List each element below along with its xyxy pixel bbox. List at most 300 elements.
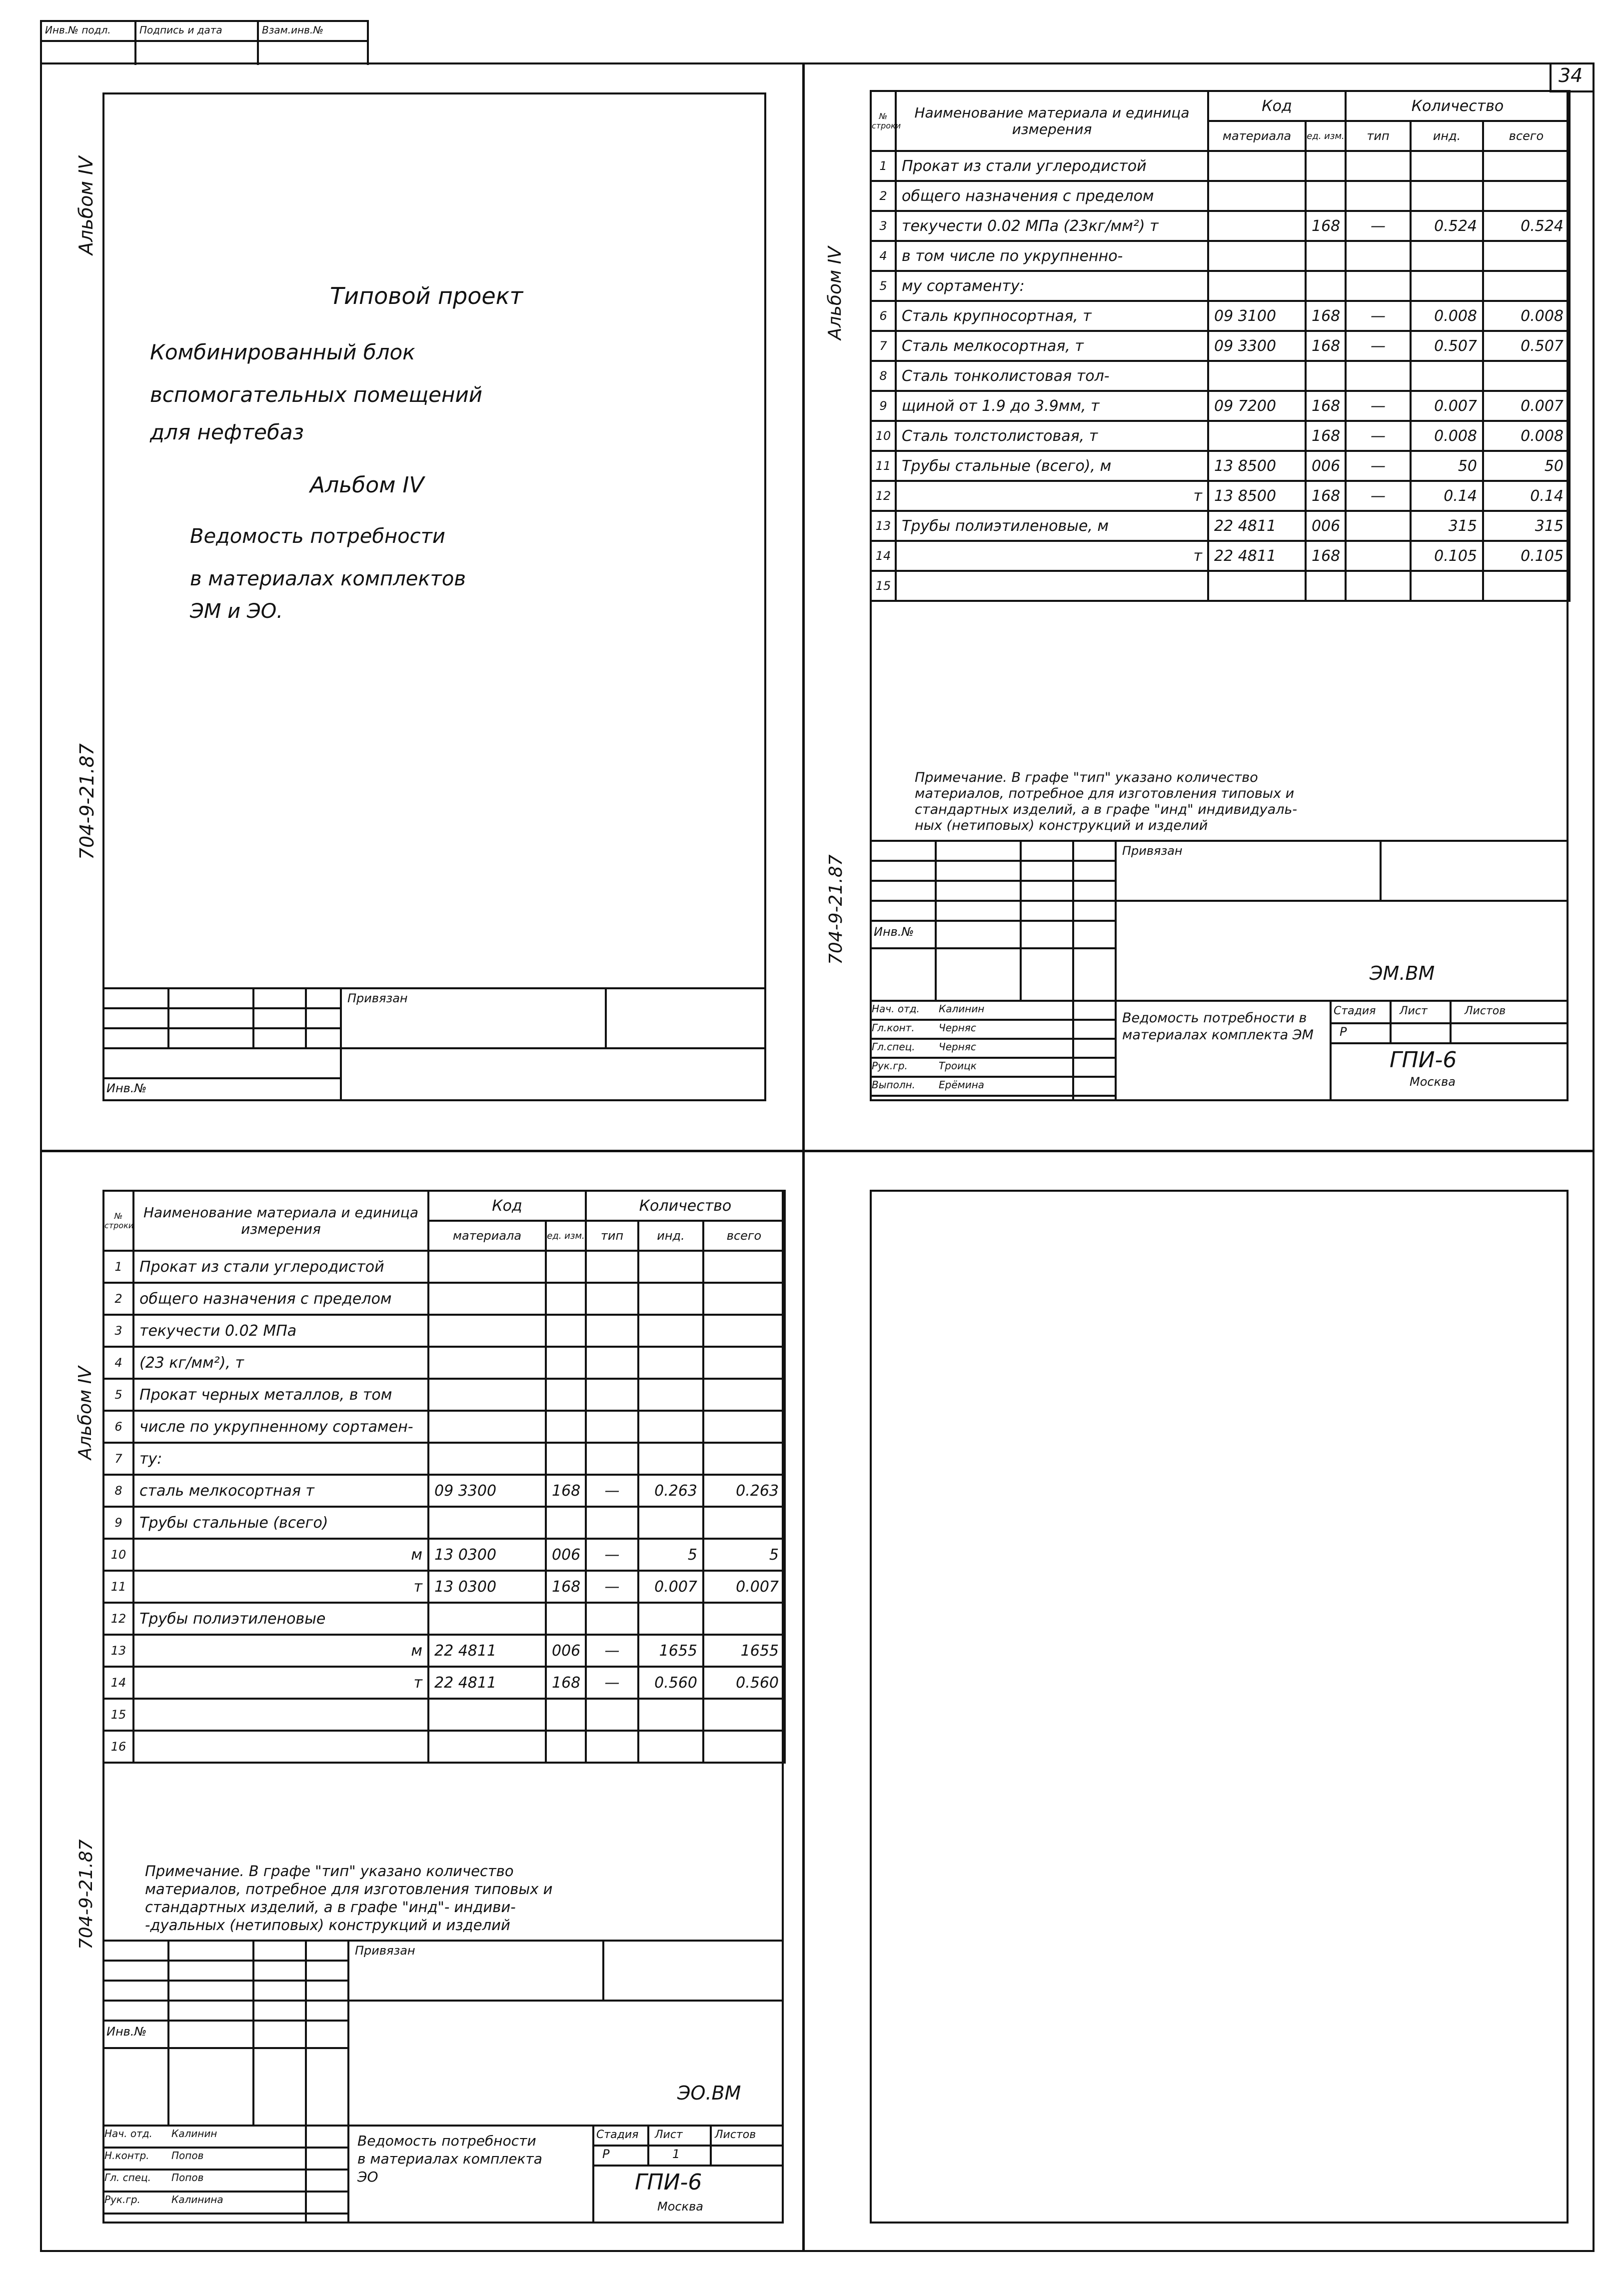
eo-note-line-3: стандартных изделий, а в графе "инд"- индиви- [145,1899,516,1916]
em-table-row [871,571,1570,601]
em-cell-name: т [896,481,1208,511]
em-cell-name: Сталь мелкосортная, т [896,331,1208,361]
eo-cell-unit [546,1411,586,1443]
eo-note [145,1862,552,1934]
em-table [870,90,1571,602]
eo-cell-unit [546,1443,586,1475]
vertical-divider [802,62,805,2252]
eo-note-line-4: -дуальных (нетиповых) конструкций и изделий [145,1917,510,1934]
em-cell-name [896,571,1208,601]
eo-person-row [102,2193,347,2215]
eo-cell-all [703,1347,785,1379]
eo-cell-tip [586,1251,638,1283]
eo-table-row [103,1443,785,1475]
eo-cell-tip [586,1699,638,1731]
em-cell-n: 6 [871,301,896,331]
em-header-code: Код [1208,91,1346,121]
em-people [870,1002,1115,1097]
em-cell-ind: 0.524 [1411,211,1483,241]
eo-cell-name: сталь мелкосортная т [133,1475,428,1507]
em-cell-ind: 50 [1411,451,1483,481]
eo-header-name: Наименование материала и единица измерения [133,1191,428,1251]
em-doc-code: ЭМ.ВМ [1370,962,1435,984]
eo-person-row [102,2127,347,2149]
eo-cell-mat [428,1507,546,1539]
em-person-role: Нач. отд. [872,1003,920,1015]
em-cell-all: 0.008 [1483,421,1570,451]
em-cell-tip: — [1346,481,1411,511]
cover-privyazan: Привязан [347,991,408,1005]
em-privyazan: Привязан [1122,844,1183,858]
em-cell-mat: 09 3100 [1208,301,1306,331]
eo-privyazan: Привязан [355,1944,415,1958]
eo-cell-unit [546,1315,586,1347]
em-person-role: Гл.конт. [872,1022,915,1034]
eo-cell-tip [586,1315,638,1347]
eo-stage: Р [602,2147,610,2161]
em-cell-unit [1306,271,1346,301]
eo-cell-unit [546,1347,586,1379]
eo-cell-tip [586,1379,638,1411]
eo-cell-ind [638,1251,703,1283]
em-cell-n: 4 [871,241,896,271]
em-cell-mat [1208,421,1306,451]
eo-sheet-label: Лист [655,2129,683,2141]
em-cell-unit [1306,571,1346,601]
em-header-code-unit: ед. изм. [1306,121,1346,151]
eo-cell-n: 14 [103,1667,133,1699]
eo-cell-unit [546,1283,586,1315]
eo-table-row [103,1635,785,1667]
eo-cell-name: Трубы полиэтиленовые [133,1603,428,1635]
eo-side-code: 704-9-21.87 [76,1839,96,1950]
eo-cell-n: 5 [103,1379,133,1411]
eo-cell-all: 5 [703,1539,785,1571]
em-cell-ind: 0.507 [1411,331,1483,361]
em-cell-all: 0.105 [1483,541,1570,571]
eo-cell-tip [586,1443,638,1475]
eo-cell-all [703,1507,785,1539]
eo-cell-n: 13 [103,1635,133,1667]
eo-cell-n: 4 [103,1347,133,1379]
em-cell-n: 7 [871,331,896,361]
em-cell-unit [1306,241,1346,271]
em-cell-all: 0.008 [1483,301,1570,331]
em-table-row [871,451,1570,481]
eo-cell-all [703,1251,785,1283]
cover-title-line-8: ЭМ и ЭО. [190,600,283,623]
eo-doc-title: Ведомость потребности в материалах комплекта ЭО [357,2133,542,2185]
em-person-row [870,1078,1115,1097]
eo-cell-mat [428,1699,546,1731]
eo-cell-n: 11 [103,1571,133,1603]
em-cell-ind: 0.008 [1411,421,1483,451]
em-cell-mat: 13 8500 [1208,481,1306,511]
cover-inv-no: Инв.№ [106,1081,147,1095]
cover-title-line-1: Типовой проект [330,282,523,309]
eo-cell-tip [586,1347,638,1379]
eo-cell-mat [428,1443,546,1475]
em-person-name: Черняс [939,1041,976,1053]
outer-top-border [40,62,1595,64]
top-strip-cell-2: Подпись и дата [139,24,222,36]
em-table-row [871,151,1570,181]
em-table-row [871,181,1570,211]
empty-frame [870,1190,1569,2224]
eo-header-code-mat: материала [428,1221,546,1251]
eo-cell-ind: 0.007 [638,1571,703,1603]
em-header-qty-tip: тип [1346,121,1411,151]
em-cell-name: щиной от 1.9 до 3.9мм, т [896,391,1208,421]
eo-person-role: Нач. отд. [104,2128,152,2140]
eo-cell-n: 3 [103,1315,133,1347]
eo-cell-ind [638,1379,703,1411]
eo-cell-mat [428,1731,546,1763]
em-cell-all: 0.524 [1483,211,1570,241]
em-cell-mat: 09 3300 [1208,331,1306,361]
em-table-row [871,271,1570,301]
em-person-name: Ерёмина [939,1079,985,1091]
em-doc-title: Ведомость потребности в материалах комплекта ЭМ [1122,1010,1314,1043]
eo-cell-n: 15 [103,1699,133,1731]
eo-sheets-label: Листов [715,2129,756,2141]
eo-cell-name: Трубы стальные (всего) [133,1507,428,1539]
em-cell-name: Трубы полиэтиленовые, м [896,511,1208,541]
em-cell-tip [1346,511,1411,541]
em-cell-mat [1208,571,1306,601]
em-cell-name: му сортаменту: [896,271,1208,301]
em-cell-ind [1411,571,1483,601]
eo-cell-all: 0.263 [703,1475,785,1507]
eo-cell-all: 0.560 [703,1667,785,1699]
em-person-row [870,1059,1115,1078]
em-table-row [871,481,1570,511]
eo-person-name: Попов [171,2172,204,2184]
em-cell-unit: 006 [1306,451,1346,481]
em-cell-tip [1346,241,1411,271]
em-table-row [871,211,1570,241]
eo-cell-name: Прокат из стали углеродистой [133,1251,428,1283]
em-cell-unit: 168 [1306,481,1346,511]
eo-cell-mat: 13 0300 [428,1571,546,1603]
eo-table-row [103,1411,785,1443]
eo-table-row [103,1251,785,1283]
em-person-name: Троицк [939,1060,977,1072]
eo-person-role: Н.контр. [104,2150,149,2162]
eo-cell-name: т [133,1667,428,1699]
em-person-role: Гл.спец. [872,1041,915,1053]
eo-cell-mat [428,1411,546,1443]
eo-cell-name: м [133,1635,428,1667]
eo-cell-mat: 13 0300 [428,1539,546,1571]
eo-note-line-2: материалов, потребное для изготовления типовых и [145,1881,553,1898]
em-cell-tip: — [1346,421,1411,451]
em-note-line-1: Примечание. В графе "тип" указано количество [915,770,1258,785]
em-cell-unit: 168 [1306,421,1346,451]
em-cell-n: 5 [871,271,896,301]
eo-cell-ind: 0.263 [638,1475,703,1507]
em-cell-n: 8 [871,361,896,391]
eo-cell-all [703,1443,785,1475]
eo-cell-mat: 22 4811 [428,1635,546,1667]
em-cell-unit: 168 [1306,541,1346,571]
em-cell-tip: — [1346,331,1411,361]
eo-cell-n: 1 [103,1251,133,1283]
em-cell-tip [1346,361,1411,391]
eo-cell-tip: — [586,1571,638,1603]
eo-cell-unit: 168 [546,1667,586,1699]
em-cell-ind [1411,151,1483,181]
em-cell-n: 15 [871,571,896,601]
em-cell-mat: 09 7200 [1208,391,1306,421]
sheet-number-box [1550,62,1595,92]
eo-header-qty-tip: тип [586,1221,638,1251]
eo-cell-ind [638,1347,703,1379]
eo-cell-mat [428,1379,546,1411]
cover-title-line-5: Альбом IV [310,472,424,498]
eo-cell-mat [428,1315,546,1347]
em-cell-n: 11 [871,451,896,481]
eo-table-row [103,1475,785,1507]
em-cell-name: Сталь крупносортная, т [896,301,1208,331]
eo-doc-code: ЭО.ВМ [677,2082,741,2104]
em-cell-n: 14 [871,541,896,571]
eo-cell-ind: 1655 [638,1635,703,1667]
eo-cell-name: (23 кг/мм²), т [133,1347,428,1379]
em-cell-name: т [896,541,1208,571]
em-cell-unit: 006 [1306,511,1346,541]
outer-left-border [40,62,42,2252]
eo-cell-tip: — [586,1475,638,1507]
cover-side-album: Альбом IV [75,156,97,255]
em-cell-unit: 168 [1306,211,1346,241]
em-cell-tip [1346,271,1411,301]
em-note [915,770,1297,834]
em-sheets-label: Листов [1465,1005,1506,1017]
eo-cell-name: текучести 0.02 МПа [133,1315,428,1347]
top-strip-cell-1: Инв.№ подл. [45,24,111,36]
eo-cell-name: ту: [133,1443,428,1475]
eo-cell-unit: 006 [546,1635,586,1667]
eo-header-qty-ind: инд. [638,1221,703,1251]
em-person-name: Черняс [939,1022,976,1034]
em-note-line-4: ных (нетиповых) конструкций и изделий [915,818,1208,833]
em-stamp [870,840,1567,1099]
eo-cell-n: 6 [103,1411,133,1443]
eo-cell-name: общего назначения с пределом [133,1283,428,1315]
em-cell-n: 13 [871,511,896,541]
eo-cell-unit [546,1603,586,1635]
em-sheet-label: Лист [1400,1005,1428,1017]
eo-cell-n: 10 [103,1539,133,1571]
em-person-role: Рук.гр. [872,1060,908,1072]
eo-cell-mat: 09 3300 [428,1475,546,1507]
eo-table-row [103,1283,785,1315]
eo-cell-n: 9 [103,1507,133,1539]
em-cell-ind: 315 [1411,511,1483,541]
eo-header-qty: Количество [586,1191,785,1221]
em-header-num: № строки [871,91,896,151]
eo-cell-name: числе по укрупненному сортамен- [133,1411,428,1443]
eo-person-row [102,2171,347,2193]
em-cell-n: 3 [871,211,896,241]
eo-table-row [103,1731,785,1763]
em-cell-ind: 0.105 [1411,541,1483,571]
eo-table [102,1190,786,1764]
eo-cell-tip [586,1507,638,1539]
eo-cell-tip [586,1603,638,1635]
eo-cell-n: 7 [103,1443,133,1475]
em-cell-all [1483,151,1570,181]
eo-cell-ind [638,1443,703,1475]
em-side-code: 704-9-21.87 [826,854,846,965]
sheet-number: 34 [1559,64,1583,86]
eo-person-role: Рук.гр. [104,2194,140,2206]
em-person-row [870,1040,1115,1059]
horizontal-divider [40,1150,1595,1152]
eo-person-name: Калинин [171,2128,217,2140]
em-side-album: Альбом IV [825,246,845,340]
cover-title-line-3: вспомогательных помещений [150,382,483,407]
outer-right-border [1593,62,1595,2252]
em-table-row [871,301,1570,331]
eo-cell-ind [638,1411,703,1443]
em-cell-mat [1208,361,1306,391]
em-table-row [871,241,1570,271]
em-stage-label: Стадия [1334,1005,1376,1017]
eo-city: Москва [657,2200,703,2214]
eo-cell-all: 1655 [703,1635,785,1667]
eo-person-name: Попов [171,2150,204,2162]
em-cell-all: 50 [1483,451,1570,481]
eo-header-code: Код [428,1191,586,1221]
eo-cell-n: 16 [103,1731,133,1763]
em-inv-no: Инв.№ [874,925,914,939]
em-cell-unit: 168 [1306,391,1346,421]
em-cell-tip: — [1346,211,1411,241]
eo-table-row [103,1347,785,1379]
em-table-row [871,331,1570,361]
eo-cell-all [703,1315,785,1347]
em-person-row [870,1021,1115,1040]
em-note-line-3: стандартных изделий, а в графе "инд" индивидуаль- [915,802,1298,817]
em-cell-all [1483,241,1570,271]
em-cell-tip [1346,151,1411,181]
eo-person-role: Гл. спец. [104,2172,151,2184]
eo-cell-tip: — [586,1539,638,1571]
eo-table-row [103,1699,785,1731]
eo-table-row [103,1571,785,1603]
em-table-row [871,391,1570,421]
eo-cell-all [703,1699,785,1731]
eo-cell-name: Прокат черных металлов, в том [133,1379,428,1411]
em-cell-name: текучести 0.02 МПа (23кг/мм²) т [896,211,1208,241]
em-cell-ind [1411,181,1483,211]
em-table-row [871,361,1570,391]
eo-cell-ind [638,1507,703,1539]
eo-org: ГПИ-6 [635,2170,702,2195]
em-cell-all [1483,361,1570,391]
em-org: ГПИ-6 [1390,1047,1457,1073]
em-cell-tip [1346,571,1411,601]
eo-cell-unit [546,1379,586,1411]
eo-cell-tip: — [586,1635,638,1667]
em-cell-n: 12 [871,481,896,511]
outer-bottom-border [40,2250,1595,2252]
em-cell-ind: 0.008 [1411,301,1483,331]
eo-note-line-1: Примечание. В графе "тип" указано количество [145,1863,514,1880]
eo-cell-ind [638,1315,703,1347]
em-cell-all: 0.007 [1483,391,1570,421]
eo-cell-unit [546,1507,586,1539]
eo-table-row [103,1507,785,1539]
em-cell-all: 0.507 [1483,331,1570,361]
eo-cell-name [133,1731,428,1763]
eo-cell-all [703,1731,785,1763]
eo-person-row [102,2149,347,2171]
em-table-row [871,421,1570,451]
em-cell-ind [1411,361,1483,391]
em-cell-tip: — [1346,391,1411,421]
em-cell-mat [1208,271,1306,301]
eo-table-row [103,1315,785,1347]
em-cell-ind: 0.14 [1411,481,1483,511]
eo-cell-ind [638,1283,703,1315]
eo-cell-ind [638,1603,703,1635]
em-cell-n: 1 [871,151,896,181]
eo-cell-ind: 0.560 [638,1667,703,1699]
cover-title-line-6: Ведомость потребности [190,525,445,548]
eo-side-album: Альбом IV [75,1366,95,1460]
em-table-row [871,511,1570,541]
em-table-row [871,541,1570,571]
eo-cell-ind: 5 [638,1539,703,1571]
em-note-line-2: материалов, потребное для изготовления типовых и [915,786,1295,801]
eo-cell-unit: 168 [546,1571,586,1603]
cover-side-code: 704-9-21.87 [76,743,98,860]
em-cell-mat [1208,211,1306,241]
em-cell-name: в том числе по укрупненно- [896,241,1208,271]
eo-cell-all [703,1283,785,1315]
eo-cell-mat [428,1283,546,1315]
eo-cell-name: м [133,1539,428,1571]
em-cell-tip: — [1346,451,1411,481]
em-cell-all [1483,571,1570,601]
eo-inv-no: Инв.№ [106,2025,147,2039]
eo-cell-all [703,1379,785,1411]
eo-cell-tip [586,1731,638,1763]
top-strip-cell-3: Взам.инв.№ [262,24,324,36]
em-city: Москва [1410,1075,1456,1089]
eo-cell-unit: 168 [546,1475,586,1507]
cover-title-line-4: для нефтебаз [150,420,304,444]
em-cell-name: общего назначения с пределом [896,181,1208,211]
eo-cell-unit [546,1699,586,1731]
em-cell-name: Сталь тонколистовая тол- [896,361,1208,391]
eo-sheet: 1 [672,2147,680,2161]
top-strip [40,20,369,65]
em-cell-n: 9 [871,391,896,421]
em-cell-n: 10 [871,421,896,451]
em-cell-tip [1346,181,1411,211]
eo-people [102,2127,347,2215]
cover-title-line-7: в материалах комплектов [190,567,466,590]
eo-cell-tip [586,1283,638,1315]
em-header-qty: Количество [1346,91,1570,121]
eo-cell-unit [546,1731,586,1763]
em-person-role: Выполн. [872,1079,916,1091]
em-cell-n: 2 [871,181,896,211]
